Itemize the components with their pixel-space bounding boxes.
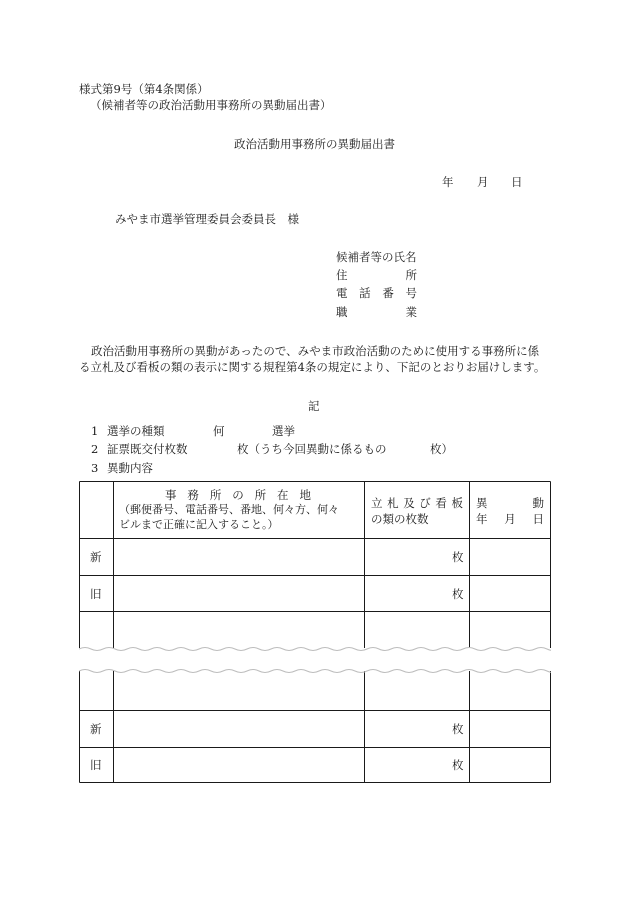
row-old-label: 旧 [90,587,102,601]
date-year: 年 [442,175,454,189]
header-office-address: 事 務 所 の 所 在 地 [165,488,311,502]
applicant-name-label: 候補者等の氏名 [336,250,417,264]
applicant-address-label: 住 所 [336,268,417,282]
body-line-2: る立札及び看板の類の表示に関する規程第4条の規定により、下記のとおりお届けします。 [79,360,546,374]
form-number: 様式第9号（第4条関係） [79,82,209,96]
item1-election: 選挙 [272,424,295,438]
form-subtitle: （候補者等の政治活動用事務所の異動届出書） [90,98,332,112]
item2-mid: 枚（うち今回異動に係るもの [237,442,387,456]
item2-label: 証票既交付枚数 [107,442,188,456]
header-relocation: 異 動 [476,496,544,510]
row-new-unit: 枚 [452,550,464,564]
item1-number: 1 [91,424,99,438]
item3-number: 3 [91,461,99,475]
body-line-1: 政治活動用事務所の異動があったので、みやま市政治活動のために使用する事務所に係 [91,344,540,358]
row-new-label: 新 [90,550,102,564]
row-old-unit: 枚 [452,587,464,601]
item1-label: 選挙の種類 [107,424,165,438]
header-office-note-1: （郵便番号、電話番号、番地、何々方、何々 [119,503,339,516]
header-sign-count-2: の類の枚数 [371,512,429,526]
date-day: 日 [511,175,523,189]
row-new-unit-2: 枚 [452,722,464,736]
header-office-note-2: ビルまで正確に記入すること。） [119,518,279,531]
date-month: 月 [477,175,489,189]
item2-number: 2 [91,442,99,456]
applicant-occupation-label: 職 業 [336,305,417,319]
wavy-break-line-1 [79,648,551,651]
ki-heading: 記 [308,399,320,413]
header-sign-count-1: 立 札 及 び 看 板 [371,496,463,510]
applicant-phone-label: 電 話 番 号 [336,286,417,300]
row-old-label-2: 旧 [90,758,102,772]
addressee: みやま市選挙管理委員会委員長 様 [115,212,299,226]
row-old-unit-2: 枚 [452,758,464,772]
relocation-table [79,481,551,783]
document-title: 政治活動用事務所の異動届出書 [234,137,395,151]
header-relocation-date: 年 月 日 [476,512,544,526]
item3-label: 異動内容 [107,461,153,475]
item1-what: 何 [213,424,225,438]
wavy-break-line-2 [79,670,551,673]
item2-end: 枚） [430,442,453,456]
row-new-label-2: 新 [90,722,102,736]
